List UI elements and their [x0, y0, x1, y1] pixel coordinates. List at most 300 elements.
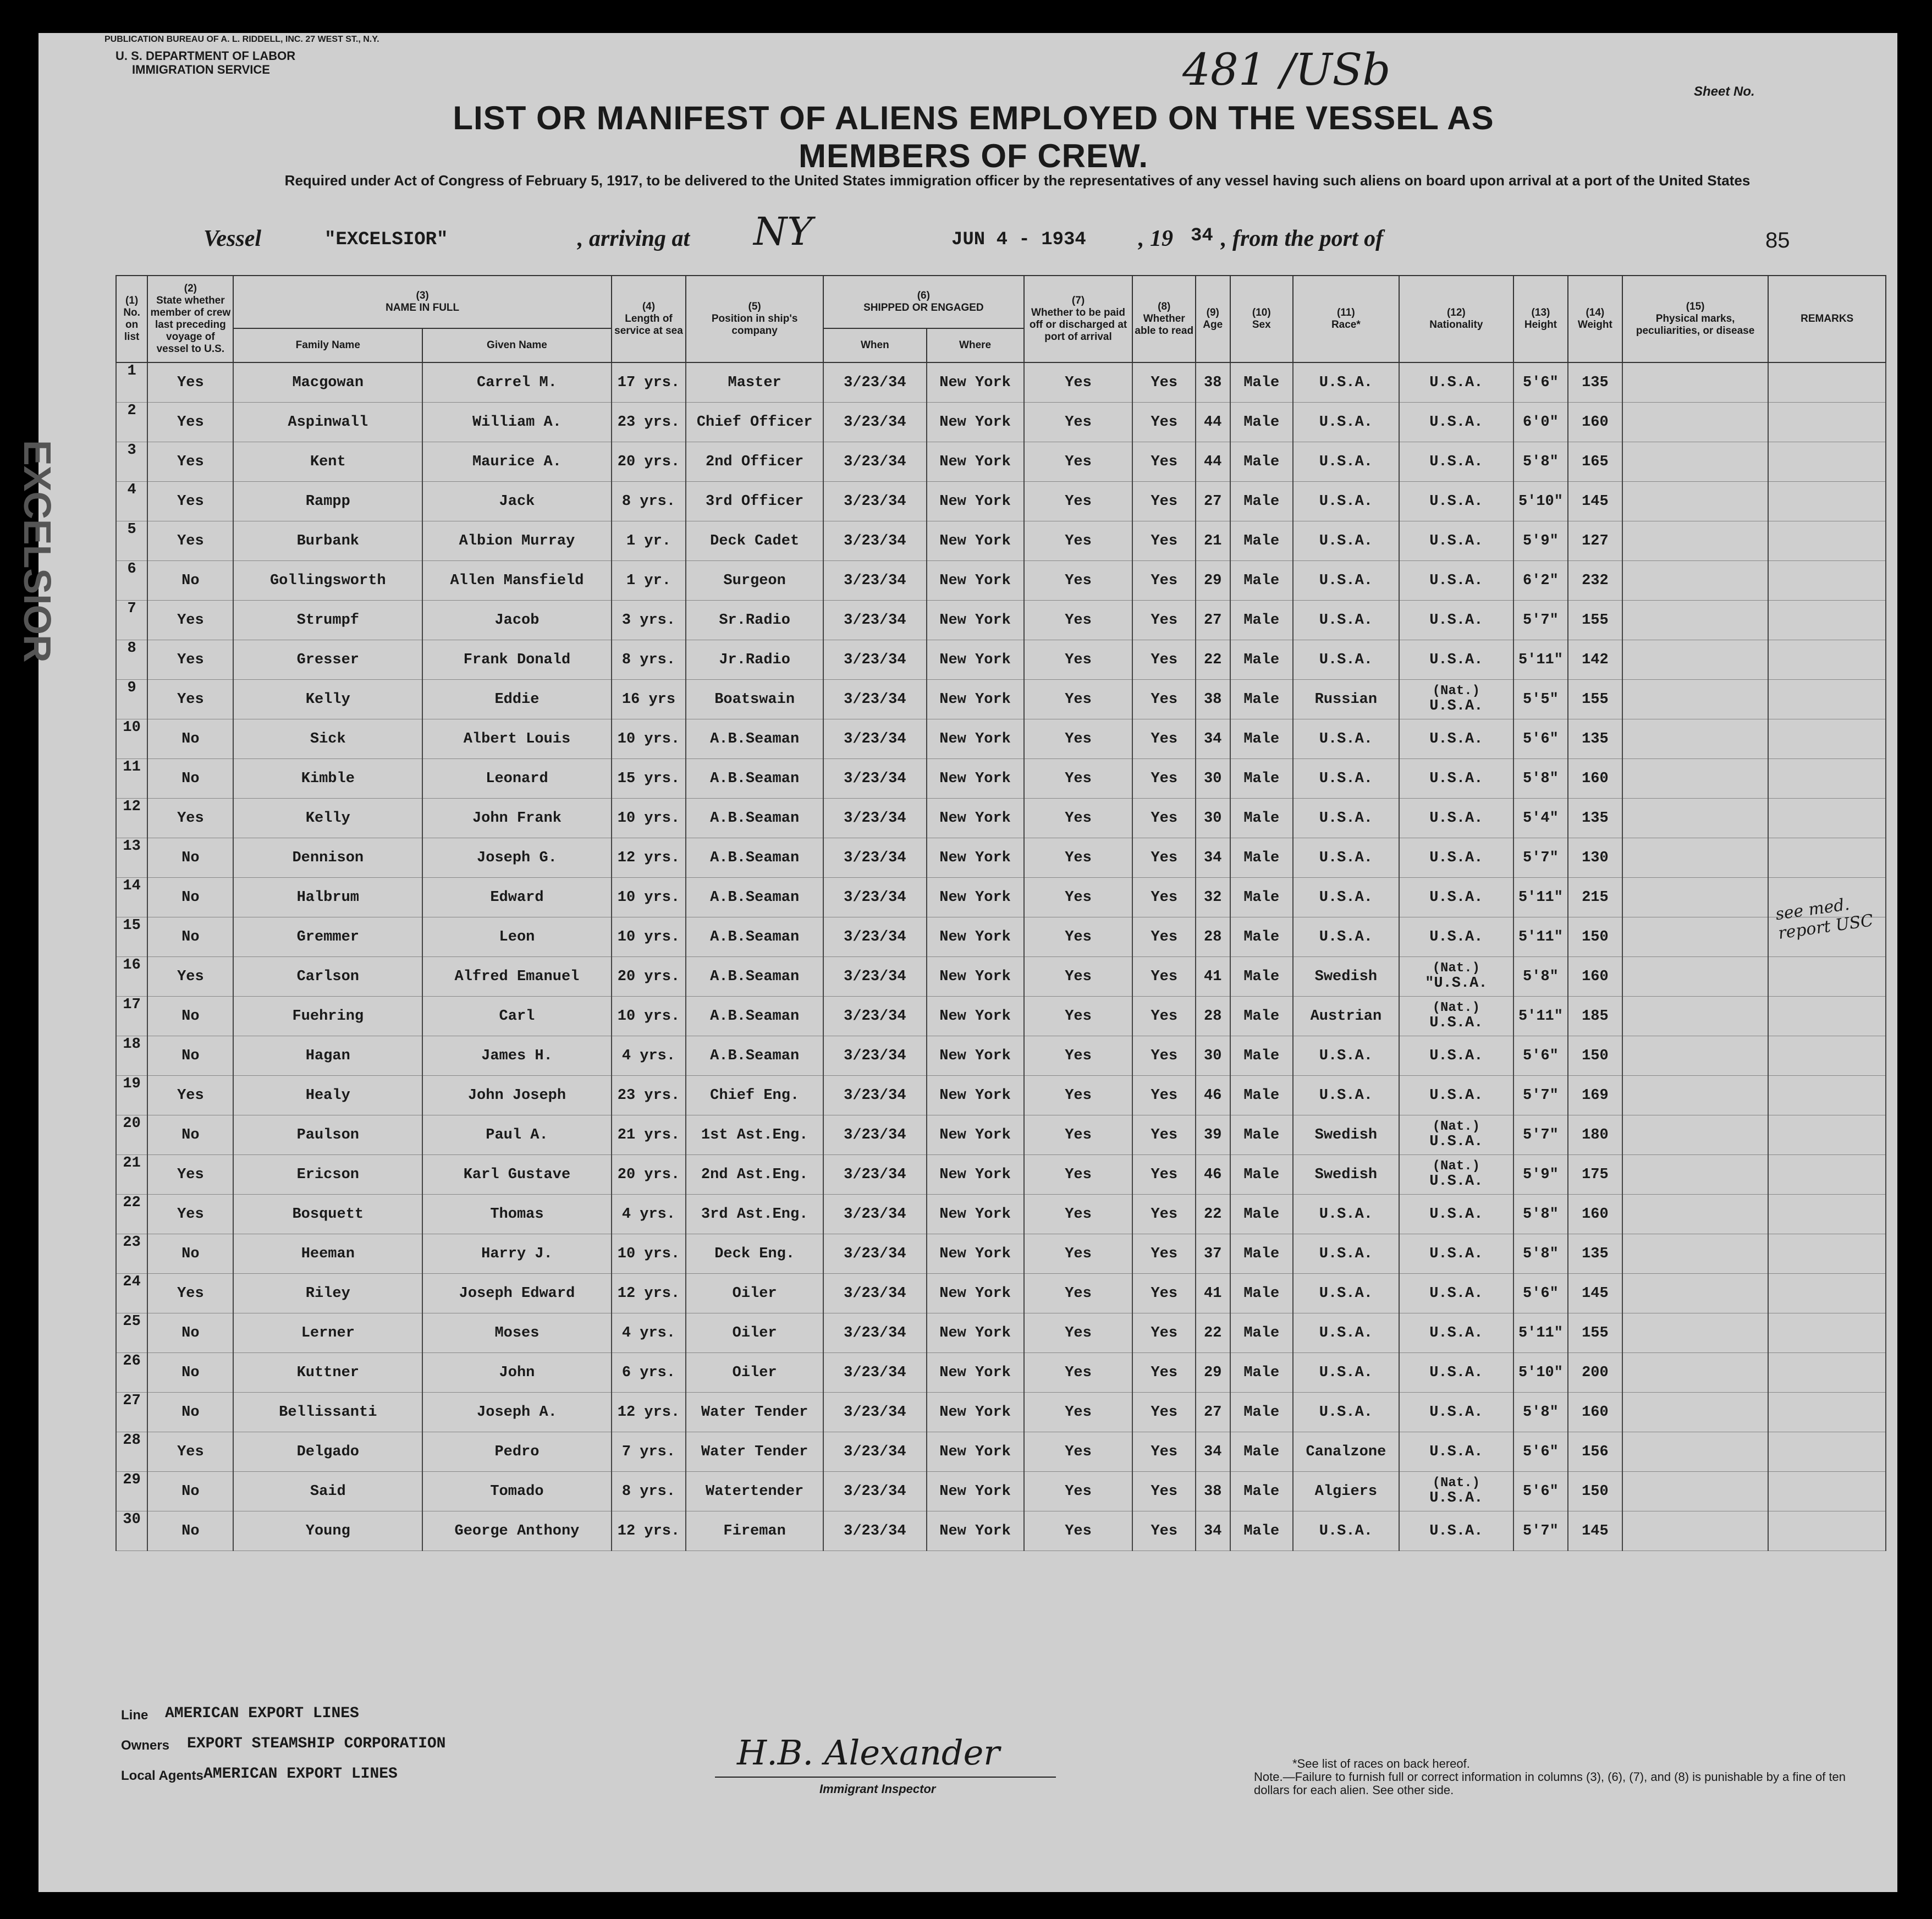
given-name-cell: John	[422, 1353, 612, 1393]
shipped-when-cell: 3/23/34	[823, 640, 926, 680]
service-cell: 10 yrs.	[612, 878, 686, 917]
sex-cell: Male	[1230, 482, 1293, 521]
table-row	[116, 1115, 1886, 1155]
family-name-cell: Fuehring	[233, 997, 422, 1036]
year-value: 34	[1191, 226, 1213, 246]
shipped-when-cell: 3/23/34	[823, 1155, 926, 1195]
age-cell: 28	[1196, 917, 1230, 957]
prev-voyage-cell: Yes	[147, 1432, 233, 1472]
given-name-cell: William A.	[422, 403, 612, 442]
vessel-stamp: EXCELSIOR	[16, 440, 59, 663]
age-cell: 46	[1196, 1155, 1230, 1195]
col-family-name-header: Family Name	[233, 328, 422, 362]
marks-cell	[1622, 917, 1769, 957]
age-cell: 27	[1196, 482, 1230, 521]
row-number: 23	[116, 1234, 147, 1274]
position-cell: Deck Cadet	[686, 521, 823, 561]
marks-cell	[1622, 1155, 1769, 1195]
weight-cell: 160	[1568, 957, 1622, 997]
given-name-cell: John Frank	[422, 799, 612, 838]
marks-cell	[1622, 1076, 1769, 1115]
marks-cell	[1622, 957, 1769, 997]
nationality-value: U.S.A.	[1429, 1324, 1483, 1341]
height-cell: 5'6"	[1513, 362, 1568, 403]
nationality-value: U.S.A.	[1429, 1364, 1483, 1381]
height-cell: 5'7"	[1513, 1076, 1568, 1115]
remarks-cell	[1768, 1393, 1886, 1432]
height-cell: 5'8"	[1513, 759, 1568, 799]
nat-note: (Nat.)	[1432, 683, 1480, 699]
age-cell: 39	[1196, 1115, 1230, 1155]
remarks-cell	[1768, 482, 1886, 521]
family-name-cell: Aspinwall	[233, 403, 422, 442]
height-cell: 5'11"	[1513, 878, 1568, 917]
weight-cell: 145	[1568, 1511, 1622, 1551]
position-cell: Water Tender	[686, 1432, 823, 1472]
sex-cell: Male	[1230, 1353, 1293, 1393]
height-cell: 5'8"	[1513, 442, 1568, 482]
paid-off-cell: Yes	[1024, 1234, 1133, 1274]
row-number: 13	[116, 838, 147, 878]
nationality-cell	[1399, 601, 1513, 640]
age-cell: 21	[1196, 521, 1230, 561]
nationality-cell	[1399, 838, 1513, 878]
service-cell: 7 yrs.	[612, 1432, 686, 1472]
shipped-when-cell: 3/23/34	[823, 1472, 926, 1511]
age-cell: 34	[1196, 719, 1230, 759]
nationality-cell	[1399, 799, 1513, 838]
read-cell: Yes	[1132, 1472, 1196, 1511]
handwritten-file-number: 481 /USb	[1182, 44, 1391, 95]
height-cell: 5'11"	[1513, 1313, 1568, 1353]
remarks-cell	[1768, 1115, 1886, 1155]
line-value: AMERICAN EXPORT LINES	[165, 1705, 359, 1722]
age-cell: 29	[1196, 561, 1230, 601]
age-cell: 30	[1196, 799, 1230, 838]
weight-cell: 135	[1568, 362, 1622, 403]
marks-cell	[1622, 838, 1769, 878]
given-name-cell: Albert Louis	[422, 719, 612, 759]
age-cell: 38	[1196, 362, 1230, 403]
race-cell: U.S.A.	[1293, 1234, 1399, 1274]
prev-voyage-cell: Yes	[147, 362, 233, 403]
nationality-value: U.S.A.	[1429, 1087, 1483, 1104]
weight-cell: 156	[1568, 1432, 1622, 1472]
age-cell: 38	[1196, 680, 1230, 719]
weight-cell: 155	[1568, 1313, 1622, 1353]
sex-cell: Male	[1230, 1115, 1293, 1155]
row-number: 21	[116, 1155, 147, 1195]
read-cell: Yes	[1132, 1432, 1196, 1472]
prev-voyage-cell: No	[147, 1472, 233, 1511]
row-number: 30	[116, 1511, 147, 1551]
age-cell: 22	[1196, 640, 1230, 680]
shipped-when-cell: 3/23/34	[823, 521, 926, 561]
remarks-cell	[1768, 1076, 1886, 1115]
position-cell: Jr.Radio	[686, 640, 823, 680]
nationality-cell	[1399, 1432, 1513, 1472]
given-name-cell: Carl	[422, 997, 612, 1036]
nationality-value: U.S.A.	[1429, 1285, 1483, 1302]
col-name-header: (3) NAME IN FULL	[233, 276, 611, 328]
sex-cell: Male	[1230, 917, 1293, 957]
nationality-value: U.S.A.	[1429, 730, 1483, 747]
weight-cell: 142	[1568, 640, 1622, 680]
race-cell: Canalzone	[1293, 1432, 1399, 1472]
shipped-when-cell: 3/23/34	[823, 1195, 926, 1234]
position-cell: A.B.Seaman	[686, 997, 823, 1036]
remarks-cell	[1768, 1195, 1886, 1234]
position-cell: Master	[686, 362, 823, 403]
marks-cell	[1622, 1432, 1769, 1472]
family-name-cell: Kelly	[233, 680, 422, 719]
service-cell: 21 yrs.	[612, 1115, 686, 1155]
marks-cell	[1622, 1511, 1769, 1551]
sex-cell: Male	[1230, 1472, 1293, 1511]
given-name-cell: Pedro	[422, 1432, 612, 1472]
sex-cell: Male	[1230, 362, 1293, 403]
table-row	[116, 1076, 1886, 1115]
height-cell: 5'9"	[1513, 1155, 1568, 1195]
weight-cell: 135	[1568, 1234, 1622, 1274]
position-cell: 3rd Ast.Eng.	[686, 1195, 823, 1234]
marks-cell	[1622, 1472, 1769, 1511]
table-row	[116, 878, 1886, 917]
nationality-value: U.S.A.	[1429, 928, 1483, 945]
height-cell: 5'9"	[1513, 521, 1568, 561]
service-cell: 12 yrs.	[612, 1274, 686, 1313]
prev-voyage-cell: Yes	[147, 442, 233, 482]
age-cell: 41	[1196, 1274, 1230, 1313]
row-number: 17	[116, 997, 147, 1036]
marks-cell	[1622, 878, 1769, 917]
penalty-note: Note.—Failure to furnish full or correct information in columns (3), (6), (7), and (8) is punishable by a fine of ten dollars for each alien. See other side.	[1254, 1770, 1846, 1797]
nationality-cell	[1399, 442, 1513, 482]
service-cell: 1 yr.	[612, 521, 686, 561]
prev-voyage-cell: No	[147, 878, 233, 917]
given-name-cell: Alfred Emanuel	[422, 957, 612, 997]
service-cell: 4 yrs.	[612, 1195, 686, 1234]
shipped-where-cell: New York	[927, 1234, 1024, 1274]
position-cell: A.B.Seaman	[686, 838, 823, 878]
agents-label: Local Agents	[121, 1768, 203, 1783]
position-cell: Boatswain	[686, 680, 823, 719]
height-cell: 6'2"	[1513, 561, 1568, 601]
sex-cell: Male	[1230, 838, 1293, 878]
paid-off-cell: Yes	[1024, 799, 1133, 838]
height-cell: 5'7"	[1513, 838, 1568, 878]
read-cell: Yes	[1132, 997, 1196, 1036]
row-number: 22	[116, 1195, 147, 1234]
nationality-cell	[1399, 878, 1513, 917]
weight-cell: 169	[1568, 1076, 1622, 1115]
paid-off-cell: Yes	[1024, 1432, 1133, 1472]
col-nationality-header: (12) Nationality	[1399, 276, 1513, 362]
prev-voyage-cell: Yes	[147, 403, 233, 442]
position-cell: Deck Eng.	[686, 1234, 823, 1274]
read-cell: Yes	[1132, 1195, 1196, 1234]
shipped-where-cell: New York	[927, 1472, 1024, 1511]
shipped-where-cell: New York	[927, 1511, 1024, 1551]
service-cell: 20 yrs.	[612, 1155, 686, 1195]
prev-voyage-cell: Yes	[147, 521, 233, 561]
race-cell: U.S.A.	[1293, 1036, 1399, 1076]
nationality-cell	[1399, 561, 1513, 601]
row-number: 24	[116, 1274, 147, 1313]
read-cell: Yes	[1132, 1393, 1196, 1432]
family-name-cell: Lerner	[233, 1313, 422, 1353]
arriving-port-handwritten: NY	[753, 209, 813, 254]
position-cell: A.B.Seaman	[686, 878, 823, 917]
prev-voyage-cell: Yes	[147, 799, 233, 838]
nationality-cell	[1399, 1195, 1513, 1234]
weight-cell: 150	[1568, 1036, 1622, 1076]
sex-cell: Male	[1230, 1274, 1293, 1313]
read-cell: Yes	[1132, 1511, 1196, 1551]
vessel-name: "EXCELSIOR"	[324, 229, 448, 250]
age-cell: 34	[1196, 1511, 1230, 1551]
marks-cell	[1622, 561, 1769, 601]
height-cell: 5'8"	[1513, 957, 1568, 997]
family-name-cell: Kuttner	[233, 1353, 422, 1393]
age-cell: 27	[1196, 1393, 1230, 1432]
paid-off-cell: Yes	[1024, 1195, 1133, 1234]
height-cell: 5'11"	[1513, 640, 1568, 680]
sex-cell: Male	[1230, 1155, 1293, 1195]
shipped-when-cell: 3/23/34	[823, 1115, 926, 1155]
family-name-cell: Kent	[233, 442, 422, 482]
shipped-when-cell: 3/23/34	[823, 1353, 926, 1393]
position-cell: A.B.Seaman	[686, 957, 823, 997]
sex-cell: Male	[1230, 957, 1293, 997]
footer-notes	[1254, 1757, 1870, 1797]
height-cell: 5'8"	[1513, 1234, 1568, 1274]
prev-voyage-cell: No	[147, 1511, 233, 1551]
family-name-cell: Heeman	[233, 1234, 422, 1274]
paid-off-cell: Yes	[1024, 1511, 1133, 1551]
table-row	[116, 521, 1886, 561]
manifest-sheet	[16, 33, 1897, 1892]
age-cell: 32	[1196, 878, 1230, 917]
family-name-cell: Delgado	[233, 1432, 422, 1472]
height-cell: 5'5"	[1513, 680, 1568, 719]
paid-off-cell: Yes	[1024, 759, 1133, 799]
family-name-cell: Ericson	[233, 1155, 422, 1195]
shipped-when-cell: 3/23/34	[823, 1393, 926, 1432]
nationality-cell	[1399, 759, 1513, 799]
remarks-cell	[1768, 442, 1886, 482]
marks-cell	[1622, 997, 1769, 1036]
read-cell: Yes	[1132, 878, 1196, 917]
shipped-when-cell: 3/23/34	[823, 482, 926, 521]
marks-cell	[1622, 719, 1769, 759]
read-cell: Yes	[1132, 680, 1196, 719]
prev-voyage-cell: No	[147, 561, 233, 601]
race-cell: U.S.A.	[1293, 799, 1399, 838]
table-row	[116, 1195, 1886, 1234]
table-row	[116, 362, 1886, 403]
marks-cell	[1622, 1353, 1769, 1393]
marks-cell	[1622, 403, 1769, 442]
weight-cell: 175	[1568, 1155, 1622, 1195]
shipped-where-cell: New York	[927, 719, 1024, 759]
owners-label: Owners	[121, 1738, 170, 1753]
table-row	[116, 957, 1886, 997]
paid-off-cell: Yes	[1024, 878, 1133, 917]
nationality-cell	[1399, 1274, 1513, 1313]
table-row	[116, 1432, 1886, 1472]
read-cell: Yes	[1132, 759, 1196, 799]
family-name-cell: Gollingsworth	[233, 561, 422, 601]
table-row	[116, 680, 1886, 719]
read-cell: Yes	[1132, 1274, 1196, 1313]
shipped-where-cell: New York	[927, 1195, 1024, 1234]
sex-cell: Male	[1230, 601, 1293, 640]
paid-off-cell: Yes	[1024, 997, 1133, 1036]
paid-off-cell: Yes	[1024, 601, 1133, 640]
weight-cell: 165	[1568, 442, 1622, 482]
given-name-cell: Leon	[422, 917, 612, 957]
agents-value: AMERICAN EXPORT LINES	[203, 1766, 398, 1783]
position-cell: Chief Officer	[686, 403, 823, 442]
nationality-value: U.S.A.	[1429, 889, 1483, 906]
shipped-when-cell: 3/23/34	[823, 957, 926, 997]
remarks-cell	[1768, 1432, 1886, 1472]
shipped-when-cell: 3/23/34	[823, 878, 926, 917]
nationality-value: U.S.A.	[1429, 1133, 1483, 1150]
shipped-when-cell: 3/23/34	[823, 403, 926, 442]
height-cell: 5'11"	[1513, 917, 1568, 957]
sheet-number-label: Sheet No.	[1694, 84, 1755, 99]
table-row	[116, 997, 1886, 1036]
shipped-where-cell: New York	[927, 680, 1024, 719]
paid-off-cell: Yes	[1024, 1155, 1133, 1195]
table-row	[116, 482, 1886, 521]
weight-cell: 160	[1568, 1393, 1622, 1432]
age-cell: 41	[1196, 957, 1230, 997]
nationality-cell	[1399, 1076, 1513, 1115]
service-cell: 3 yrs.	[612, 601, 686, 640]
age-cell: 44	[1196, 403, 1230, 442]
weight-cell: 145	[1568, 482, 1622, 521]
race-cell: Swedish	[1293, 957, 1399, 997]
given-name-cell: Harry J.	[422, 1234, 612, 1274]
row-number: 28	[116, 1432, 147, 1472]
shipped-where-cell: New York	[927, 403, 1024, 442]
shipped-when-cell: 3/23/34	[823, 1036, 926, 1076]
shipped-when-cell: 3/23/34	[823, 680, 926, 719]
shipped-when-cell: 3/23/34	[823, 1274, 926, 1313]
nationality-cell	[1399, 1115, 1513, 1155]
weight-cell: 180	[1568, 1115, 1622, 1155]
row-number: 1	[116, 362, 147, 403]
family-name-cell: Macgowan	[233, 362, 422, 403]
family-name-cell: Rampp	[233, 482, 422, 521]
paid-off-cell: Yes	[1024, 1472, 1133, 1511]
vessel-label: Vessel	[203, 226, 261, 251]
height-cell: 5'8"	[1513, 1195, 1568, 1234]
position-cell: 2nd Officer	[686, 442, 823, 482]
family-name-cell: Bosquett	[233, 1195, 422, 1234]
age-cell: 37	[1196, 1234, 1230, 1274]
paid-off-cell: Yes	[1024, 482, 1133, 521]
nationality-value: U.S.A.	[1429, 1206, 1483, 1223]
prev-voyage-cell: No	[147, 759, 233, 799]
nationality-value: U.S.A.	[1429, 493, 1483, 510]
given-name-cell: Leonard	[422, 759, 612, 799]
position-cell: Oiler	[686, 1353, 823, 1393]
department-label: U. S. DEPARTMENT OF LABOR	[115, 49, 296, 63]
row-number: 2	[116, 403, 147, 442]
weight-cell: 185	[1568, 997, 1622, 1036]
nationality-cell	[1399, 1036, 1513, 1076]
inspector-label: Immigrant Inspector	[819, 1782, 936, 1796]
prev-voyage-cell: No	[147, 1353, 233, 1393]
shipped-where-cell: New York	[927, 1393, 1024, 1432]
row-number: 27	[116, 1393, 147, 1432]
shipped-where-cell: New York	[927, 362, 1024, 403]
nationality-cell	[1399, 482, 1513, 521]
shipped-where-cell: New York	[927, 1432, 1024, 1472]
age-cell: 34	[1196, 838, 1230, 878]
position-cell: Watertender	[686, 1472, 823, 1511]
row-number: 16	[116, 957, 147, 997]
paid-off-cell: Yes	[1024, 680, 1133, 719]
race-cell: U.S.A.	[1293, 1076, 1399, 1115]
given-name-cell: Joseph G.	[422, 838, 612, 878]
prev-voyage-cell: No	[147, 917, 233, 957]
given-name-cell: Karl Gustave	[422, 1155, 612, 1195]
signature-line	[715, 1777, 1056, 1778]
paid-off-cell: Yes	[1024, 521, 1133, 561]
table-row	[116, 1472, 1886, 1511]
position-cell: 2nd Ast.Eng.	[686, 1155, 823, 1195]
shipped-where-cell: New York	[927, 1353, 1024, 1393]
prev-voyage-cell: Yes	[147, 601, 233, 640]
read-cell: Yes	[1132, 403, 1196, 442]
shipped-where-cell: New York	[927, 1076, 1024, 1115]
nationality-value: U.S.A.	[1429, 697, 1483, 714]
weight-cell: 215	[1568, 878, 1622, 917]
table-row	[116, 640, 1886, 680]
read-cell: Yes	[1132, 1234, 1196, 1274]
service-cell: 4 yrs.	[612, 1036, 686, 1076]
family-name-cell: Kelly	[233, 799, 422, 838]
weight-cell: 160	[1568, 403, 1622, 442]
col-given-name-header: Given Name	[422, 328, 612, 362]
family-name-cell: Paulson	[233, 1115, 422, 1155]
given-name-cell: Thomas	[422, 1195, 612, 1234]
prev-voyage-cell: Yes	[147, 1195, 233, 1234]
age-cell: 30	[1196, 759, 1230, 799]
year-label: , 19	[1138, 226, 1173, 251]
prev-voyage-cell: No	[147, 719, 233, 759]
prev-voyage-cell: Yes	[147, 482, 233, 521]
col-marks-header: (15) Physical marks, peculiarities, or disease	[1622, 276, 1769, 362]
position-cell: A.B.Seaman	[686, 917, 823, 957]
race-cell: U.S.A.	[1293, 878, 1399, 917]
sex-cell: Male	[1230, 1076, 1293, 1115]
shipped-when-cell: 3/23/34	[823, 719, 926, 759]
marks-cell	[1622, 1036, 1769, 1076]
race-cell: U.S.A.	[1293, 482, 1399, 521]
sex-cell: Male	[1230, 1393, 1293, 1432]
col-number-header: (1) No. on list	[116, 276, 147, 362]
table-row	[116, 799, 1886, 838]
family-name-cell: Sick	[233, 719, 422, 759]
age-cell: 27	[1196, 601, 1230, 640]
prev-voyage-cell: No	[147, 1393, 233, 1432]
